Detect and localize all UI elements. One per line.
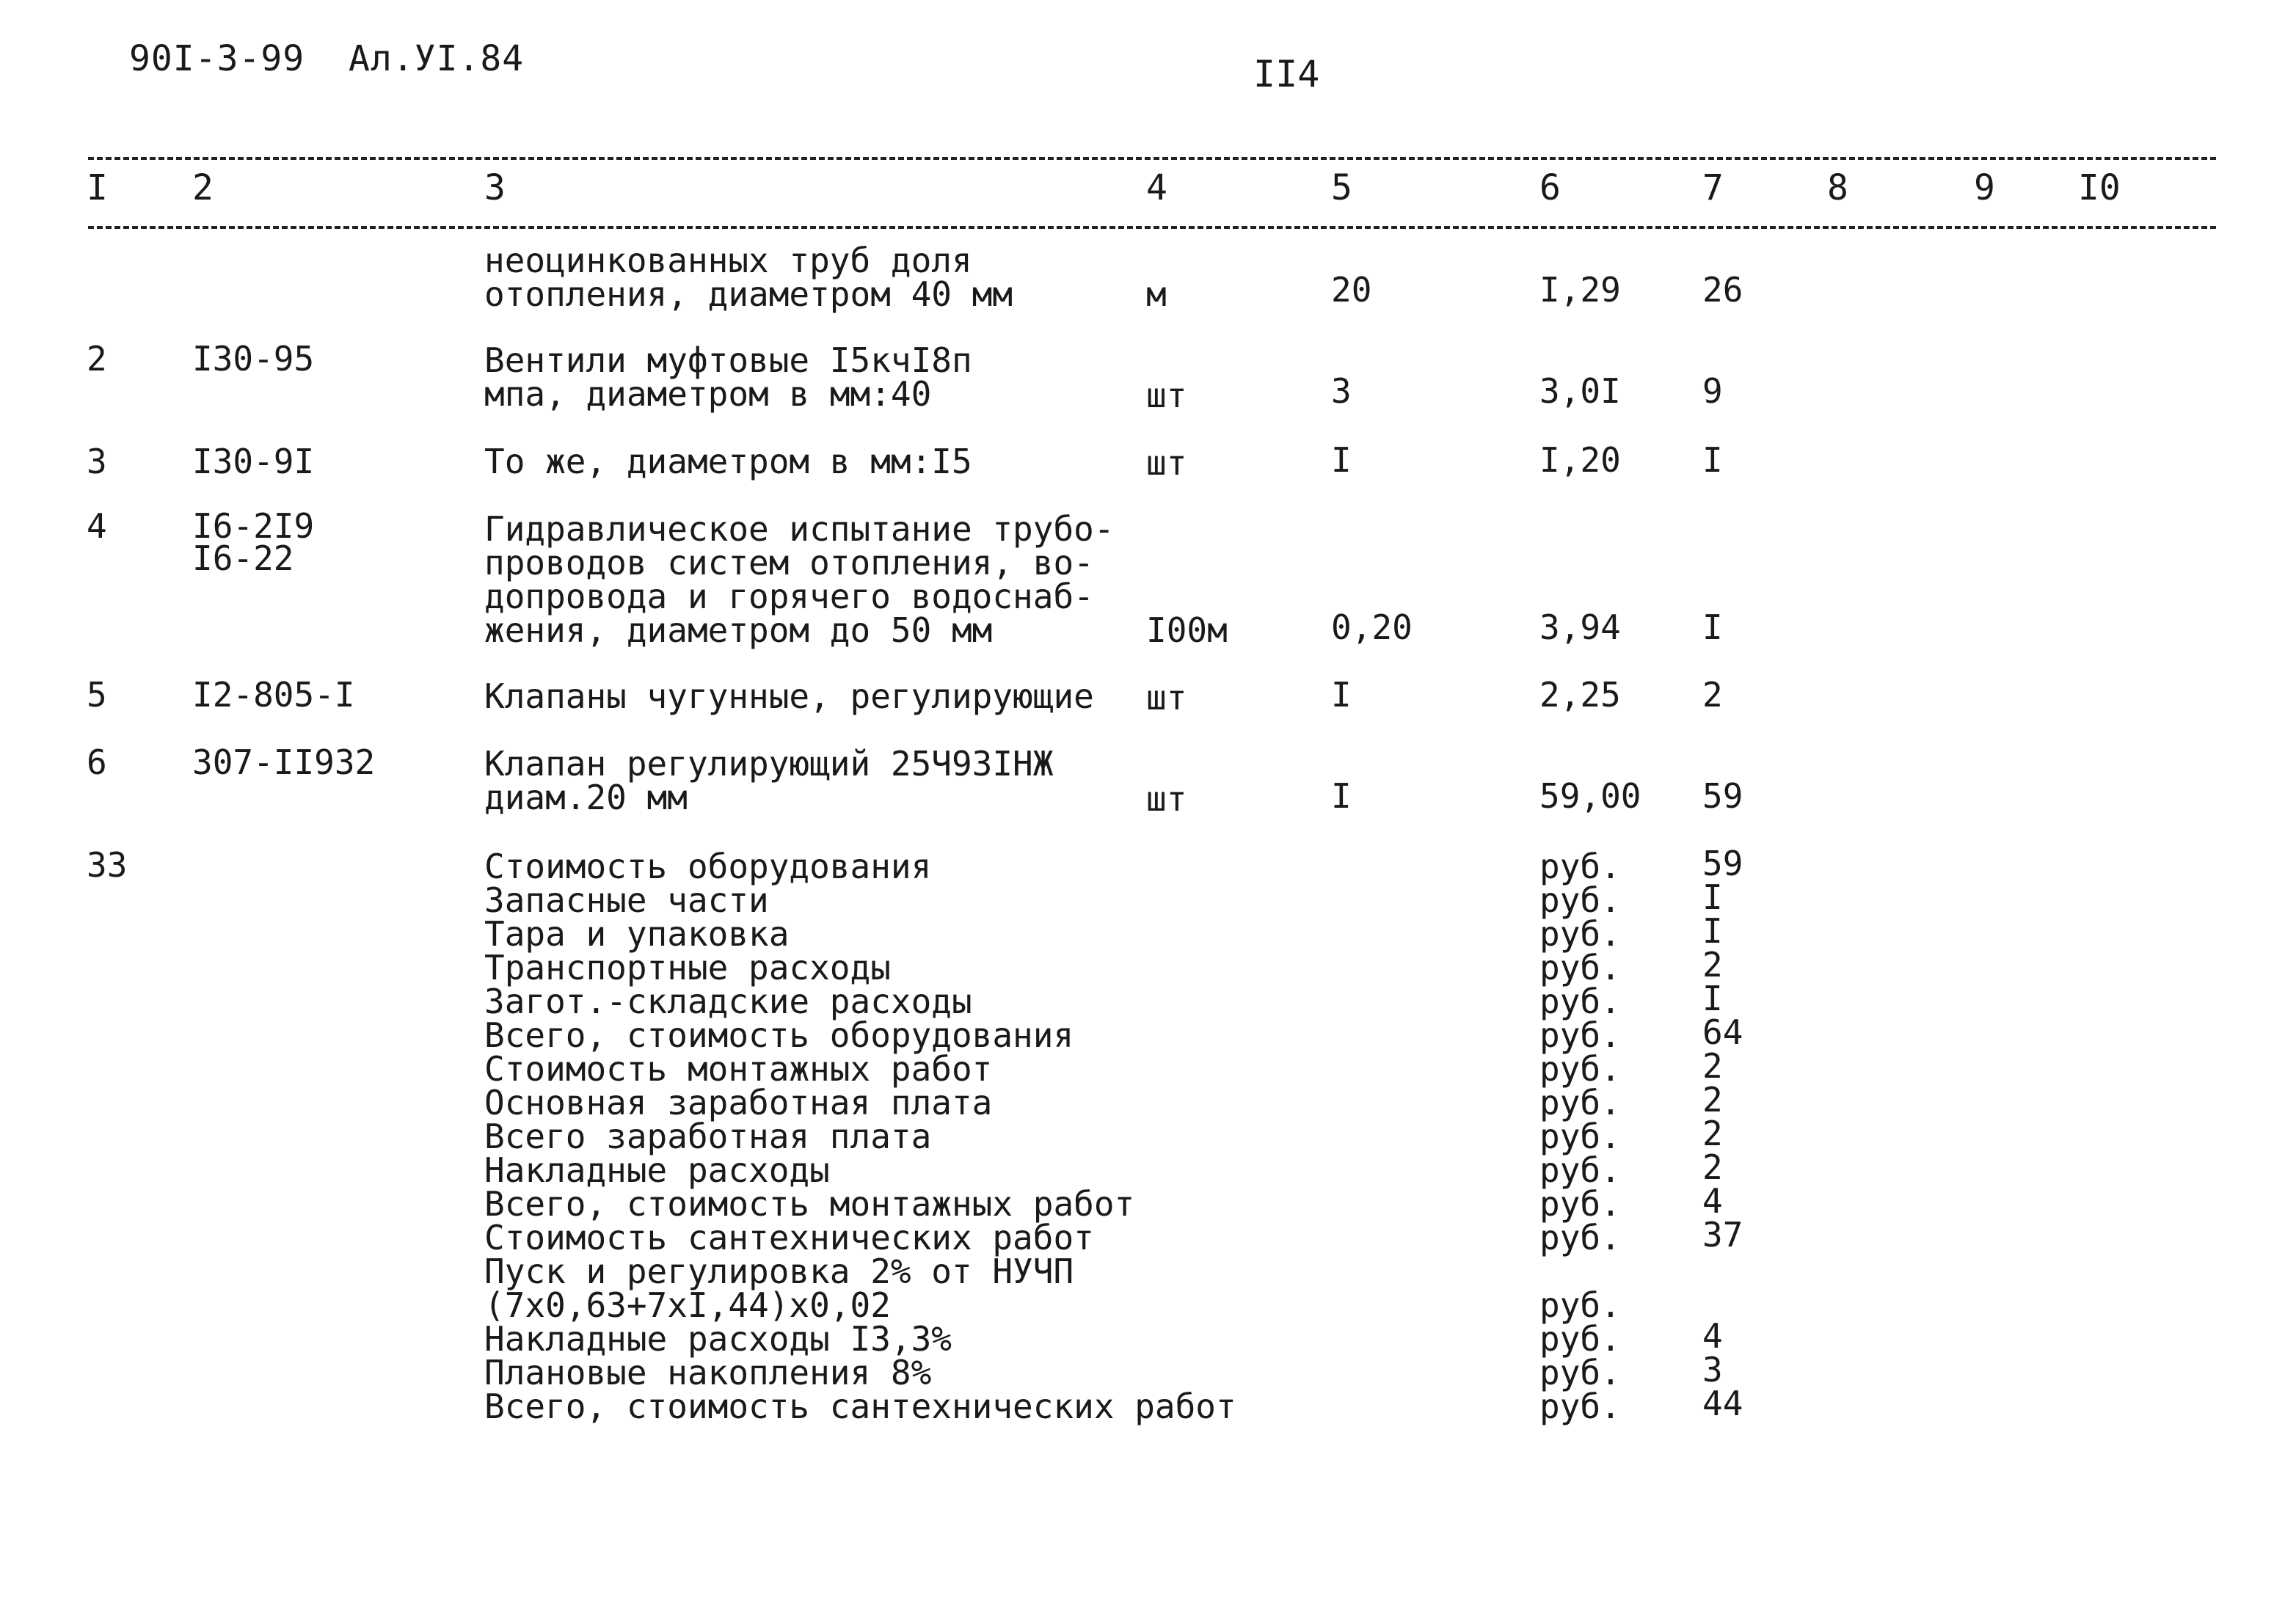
item-total: I <box>1702 607 1723 647</box>
item-code: I30-95 <box>192 339 315 379</box>
item-number: 6 <box>87 742 107 782</box>
column-header-7: 7 <box>1702 167 1724 208</box>
item-quantity: 20 <box>1331 270 1372 310</box>
summary-line-value: 2 <box>1702 1080 1723 1120</box>
item-unit: шт <box>1146 443 1187 483</box>
column-header-4: 4 <box>1146 167 1167 208</box>
summary-line-value: I <box>1702 979 1723 1018</box>
item-unit: шт <box>1146 678 1187 717</box>
item-price: I,29 <box>1539 270 1621 310</box>
item-unit: м <box>1146 274 1167 314</box>
item-name-line: проводов систем отопления, во- <box>484 543 1094 583</box>
item-total: 26 <box>1702 270 1743 310</box>
summary-line-unit: руб. <box>1539 1117 1621 1156</box>
summary-line-unit: руб. <box>1539 982 1621 1021</box>
item-unit: шт <box>1146 376 1187 415</box>
summary-line-text: Накладные расходы I3,3% <box>484 1319 952 1359</box>
item-name-line: Гидравлическое испытание трубо- <box>484 509 1115 549</box>
summary-line-unit: руб. <box>1539 1387 1621 1426</box>
summary-line-unit: руб. <box>1539 847 1621 886</box>
document-code: 90I-3-99 Ал.УI.84 <box>129 38 525 79</box>
item-price: I,20 <box>1539 440 1621 480</box>
item-quantity: I <box>1331 675 1352 715</box>
item-name-line: Клапан регулирующий 25Ч93IНЖ <box>484 744 1054 784</box>
summary-line-unit: руб. <box>1539 914 1621 954</box>
summary-line-text: Основная заработная плата <box>484 1083 993 1122</box>
item-price: 2,25 <box>1539 675 1621 715</box>
summary-line-text: (7х0,63+7хI,44)х0,02 <box>484 1285 891 1325</box>
summary-line-unit: руб. <box>1539 1353 1621 1392</box>
item-unit: I00м <box>1146 610 1228 650</box>
item-name-line: неоцинкованных труб доля <box>484 241 972 280</box>
summary-line-unit: руб. <box>1539 880 1621 920</box>
item-name-line: жения, диаметром до 50 мм <box>484 610 993 650</box>
summary-line-value: 59 <box>1702 844 1743 883</box>
summary-line-unit: руб. <box>1539 1015 1621 1055</box>
summary-line-text: Всего, стоимость сантехнических работ <box>484 1387 1236 1426</box>
summary-line-unit: руб. <box>1539 1150 1621 1190</box>
summary-line-text: Пуск и регулировка 2% от НУЧП <box>484 1252 1074 1291</box>
summary-line-text: Накладные расходы <box>484 1150 830 1190</box>
item-code-line: I6-22 <box>192 538 294 578</box>
item-code: I30-9I <box>192 442 315 481</box>
summary-line-value: 2 <box>1702 1114 1723 1153</box>
summary-line-text: Транспортные расходы <box>484 948 891 987</box>
summary-line-unit: руб. <box>1539 1184 1621 1224</box>
column-header-1: I <box>87 167 108 208</box>
item-quantity: 0,20 <box>1331 607 1413 647</box>
item-quantity: 3 <box>1331 371 1352 411</box>
column-header-9: 9 <box>1974 167 1995 208</box>
item-price: 3,94 <box>1539 607 1621 647</box>
item-total: 59 <box>1702 776 1743 816</box>
summary-line-text: Стоимость оборудования <box>484 847 932 886</box>
item-price: 59,00 <box>1539 776 1641 816</box>
summary-line-unit: руб. <box>1539 1083 1621 1122</box>
item-name-line: допровода и горячего водоснаб- <box>484 577 1094 616</box>
column-header-5: 5 <box>1331 167 1352 208</box>
item-total: I <box>1702 440 1723 480</box>
summary-line-text: Стоимость сантехнических работ <box>484 1218 1094 1257</box>
item-code-line: I6-2I9 <box>192 506 315 546</box>
item-name-line: отопления, диаметром 40 мм <box>484 274 1013 314</box>
summary-line-value: 4 <box>1702 1316 1723 1356</box>
column-header-6: 6 <box>1539 167 1561 208</box>
summary-line-value: 2 <box>1702 945 1723 985</box>
item-number: 3 <box>87 442 107 481</box>
summary-line-unit: руб. <box>1539 948 1621 987</box>
summary-line-value: 4 <box>1702 1181 1723 1221</box>
column-header-8: 8 <box>1827 167 1848 208</box>
item-code: I2-805-I <box>192 675 355 715</box>
summary-line-value: 37 <box>1702 1215 1743 1255</box>
table-top-rule <box>88 157 2216 160</box>
summary-line-text: Плановые накопления 8% <box>484 1353 932 1392</box>
summary-line-value: 2 <box>1702 1147 1723 1187</box>
summary-line-text: Запасные части <box>484 880 769 920</box>
item-unit: шт <box>1146 779 1187 819</box>
item-number: 5 <box>87 675 107 715</box>
item-name-line: мпа, диаметром в мм:40 <box>484 374 932 414</box>
summary-line-text: Тара и упаковка <box>484 914 790 954</box>
table-header-rule <box>88 226 2216 229</box>
item-total: 2 <box>1702 675 1723 715</box>
item-name-line: То же, диаметром в мм:I5 <box>484 442 972 481</box>
summary-line-value: 2 <box>1702 1046 1723 1086</box>
item-total: 9 <box>1702 371 1723 411</box>
column-header-3: 3 <box>484 167 506 208</box>
summary-line-value: I <box>1702 911 1723 951</box>
item-quantity: I <box>1331 776 1352 816</box>
item-name-line: диам.20 мм <box>484 778 688 817</box>
summary-line-unit: руб. <box>1539 1319 1621 1359</box>
item-name-line: Вентили муфтовые I5кчI8п <box>484 340 972 380</box>
summary-line-unit: руб. <box>1539 1218 1621 1257</box>
summary-line-text: Стоимость монтажных работ <box>484 1049 993 1089</box>
item-number: 2 <box>87 339 107 379</box>
page-number: II4 <box>1253 53 1320 95</box>
summary-number: 33 <box>87 845 128 885</box>
summary-line-unit: руб. <box>1539 1285 1621 1325</box>
summary-line-value: 3 <box>1702 1350 1723 1390</box>
column-header-2: 2 <box>192 167 214 208</box>
summary-line-value: I <box>1702 877 1723 917</box>
column-header-10: I0 <box>2078 167 2121 208</box>
summary-line-text: Всего, стоимость монтажных работ <box>484 1184 1135 1224</box>
summary-line-unit: руб. <box>1539 1049 1621 1089</box>
item-code: 307-II932 <box>192 742 376 782</box>
item-name-line: Клапаны чугунные, регулирующие <box>484 676 1094 716</box>
summary-line-value: 64 <box>1702 1012 1743 1052</box>
item-quantity: I <box>1331 440 1352 480</box>
summary-line-value: 44 <box>1702 1384 1743 1423</box>
summary-line-text: Всего заработная плата <box>484 1117 932 1156</box>
item-price: 3,0I <box>1539 371 1621 411</box>
summary-line-text: Загот.-складские расходы <box>484 982 972 1021</box>
summary-line-text: Всего, стоимость оборудования <box>484 1015 1074 1055</box>
item-number: 4 <box>87 506 107 546</box>
